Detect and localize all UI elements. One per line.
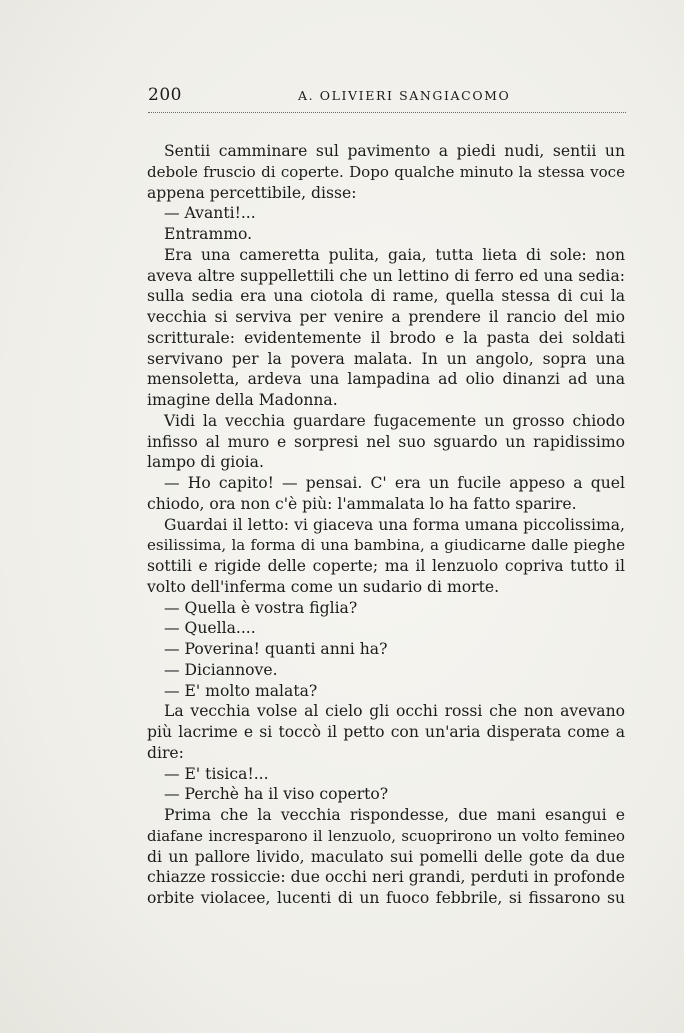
text-line: appena percettibile, disse: — [147, 183, 357, 202]
text-line: esilissima, la forma di una bambina, a giudicarne dalle pieghe — [147, 536, 625, 555]
text-line: dire: — [147, 743, 184, 762]
page-number: 200 — [148, 85, 182, 105]
text-line: Sentii camminare sul pavimento a piedi nudi, sentii un — [164, 142, 625, 160]
text-line: chiazze rossiccie: due occhi neri grandi, perduti in profonde — [147, 868, 625, 887]
body-text — [147, 141, 625, 909]
text-line: — Diciannove. — [164, 660, 278, 679]
text-line: debole fruscio di coperte. Dopo qualche minuto la stessa voce — [147, 162, 625, 181]
text-line: scritturale: evidentemente il brodo e la pasta dei soldati — [147, 328, 625, 347]
header-divider — [148, 112, 626, 113]
text-line: sottili e rigide delle coperte; ma il lenzuolo copriva tutto il — [147, 557, 625, 575]
text-line: Prima che la vecchia rispondesse, due mani esangui e — [164, 806, 625, 824]
text-line: — Quella è vostra figlia? — [164, 598, 358, 617]
text-line: Guardai il letto: vi giaceva una forma umana piccolissima, — [164, 515, 625, 534]
page-header — [148, 84, 626, 108]
text-line: — Avanti!... — [164, 204, 256, 223]
text-line: sulla sedia era una ciotola di rame, quella stessa di cui la — [147, 287, 625, 306]
text-line: — Quella.... — [164, 619, 256, 638]
text-line: mensoletta, ardeva una lampadina ad olio dinanzi ad una — [147, 370, 625, 389]
text-line: imagine della Madonna. — [147, 391, 338, 409]
text-line: chiodo, ora non c'è più: l'ammalata lo ha fatto sparire. — [147, 494, 577, 513]
text-line: — Poverina! quanti anni ha? — [164, 640, 388, 658]
text-line: lampo di gioia. — [147, 453, 264, 472]
text-line: servivano per la povera malata. In un angolo, sopra una — [147, 349, 625, 368]
text-line: Era una cameretta pulita, gaia, tutta lieta di sole: non — [164, 245, 625, 264]
text-line: — E' tisica!... — [164, 764, 269, 783]
text-line: — Perchè ha il viso coperto? — [164, 785, 389, 804]
text-line: volto dell'inferma come un sudario di morte. — [147, 577, 500, 596]
running-title: A. OLIVIERI SANGIACOMO — [298, 88, 511, 103]
text-line: La vecchia volse al cielo gli occhi rossi che non avevano — [164, 702, 625, 721]
text-line: Vidi la vecchia guardare fugacemente un grosso chiodo — [164, 411, 625, 430]
text-line: — Ho capito! — pensai. C' era un fucile appeso a quel — [164, 474, 625, 492]
text-line: infisso al muro e sorpresi nel suo sguardo un rapidissimo — [147, 432, 625, 451]
text-line: aveva altre suppellettili che un lettino di ferro ed una sedia: — [147, 266, 625, 285]
text-line: Entrammo. — [164, 225, 253, 243]
text-line: — E' molto malata? — [164, 681, 318, 700]
text-line: orbite violacee, lucenti di un fuoco febbrile, si fissarono su — [147, 889, 625, 907]
text-line: di un pallore livido, maculato sui pomelli delle gote da due — [147, 847, 625, 866]
text-line: vecchia si serviva per venire a prendere il rancio del mio — [147, 308, 625, 326]
text-line: diafane incresparono il lenzuolo, scuoprirono un volto femineo — [147, 826, 625, 845]
text-line: più lacrime e si toccò il petto con un'aria disperata come a — [147, 723, 625, 741]
